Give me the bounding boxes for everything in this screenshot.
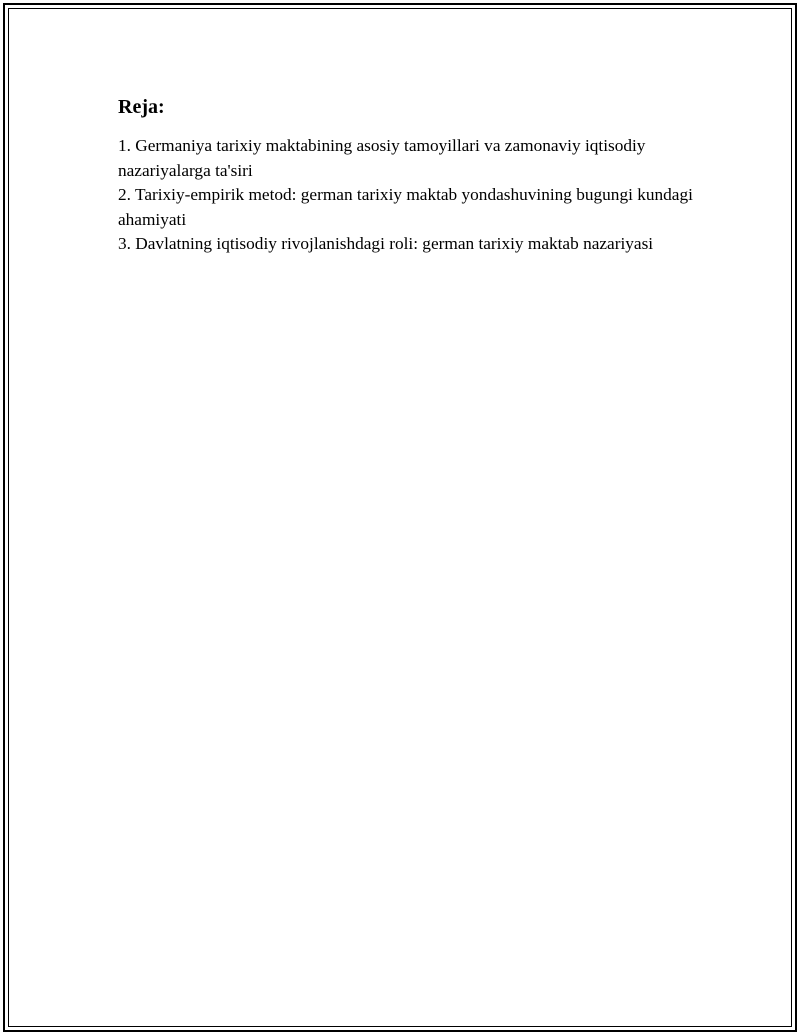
plan-heading: Reja: (118, 96, 165, 118)
plan-item: 2. Tarixiy-empirik metod: german tarixiy maktab yondashuvining bugungi kundagi ahamiyati (118, 185, 693, 229)
plan-item: 3. Davlatning iqtisodiy rivojlanishdagi roli: german tarixiy maktab nazariyasi (118, 234, 654, 253)
page-content (118, 94, 693, 257)
plan-list (118, 134, 693, 257)
plan-item: 1. Germaniya tarixiy maktabining asosiy tamoyillari va zamonaviy iqtisodiy nazariyalarga ta'siri (118, 136, 646, 180)
